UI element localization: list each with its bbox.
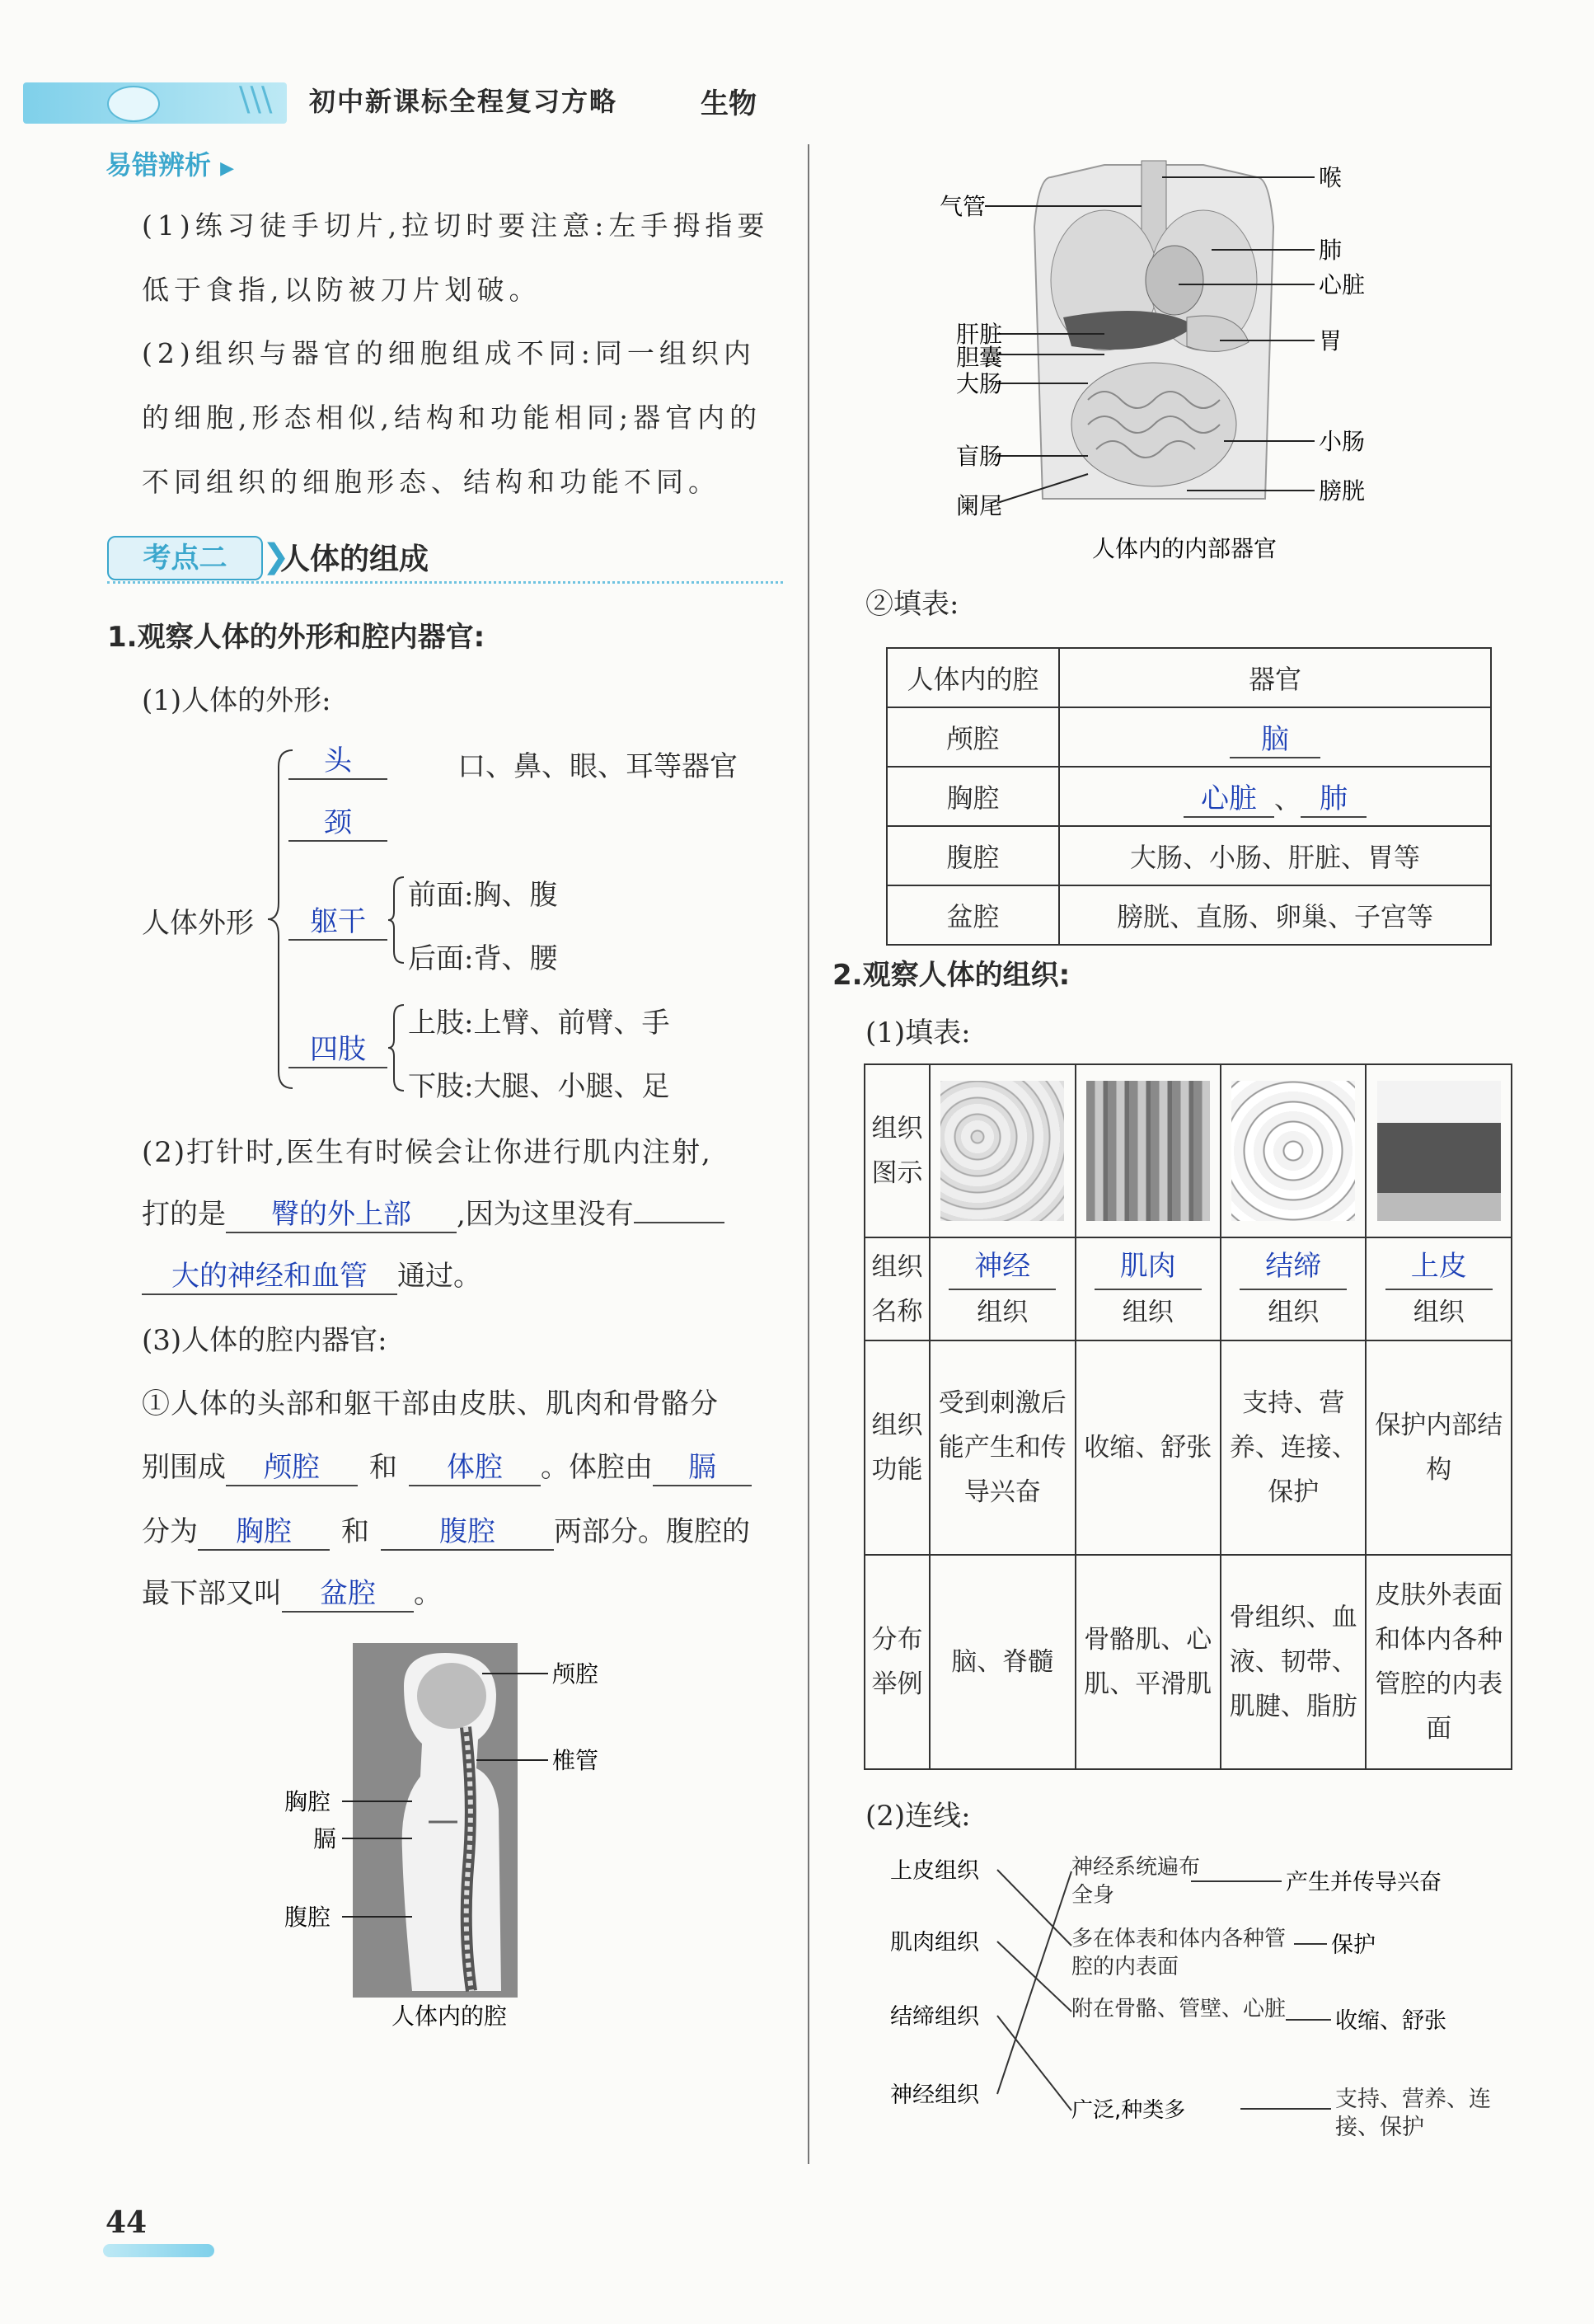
book-title: 初中新课标全程复习方略 — [309, 86, 618, 117]
section1-sub2-line2: 打的是 臀的外上部 ,因为这里没有 — [142, 1191, 724, 1233]
match-right-2: 收缩、舒张 — [1335, 2008, 1446, 2034]
tip-paragraph-2: (2)组织与器官的细胞组成不同:同一组织内 的细胞,形态相似,结构和功能相同;器官内的 不同组织的细胞形态、结构和功能不同。 — [142, 337, 762, 498]
fig1-label-cranial: 颅腔 — [552, 1660, 599, 1688]
fig2-right-5: 膀胱 — [1319, 477, 1366, 505]
tissue-dist-cell: 骨骼肌、心肌、平滑肌 — [1076, 1555, 1221, 1769]
connective-tissue-image — [1221, 1064, 1366, 1237]
trunk-back: 后面:背、腰 — [408, 942, 558, 975]
match-mid-2: 附在骨骼、管壁、心脏 — [1071, 1997, 1286, 2021]
page-number: 44 — [105, 2205, 148, 2240]
fill-table-label: ②填表: — [865, 588, 959, 621]
fig2-left-1: 肝脏 — [956, 321, 1003, 348]
fig2-left-5: 阑尾 — [956, 492, 1003, 519]
muscle-tissue-image — [1076, 1064, 1221, 1237]
fig2-left-4: 盲肠 — [956, 443, 1003, 470]
match-right-1: 保护 — [1331, 1932, 1376, 1958]
cavity-text-line2: 别围成 颅腔 和 体腔 。体腔由 膈 — [142, 1444, 752, 1486]
row-label-img: 组织图示 — [865, 1064, 930, 1237]
column-divider — [808, 144, 809, 2164]
part-trunk: 躯干 — [288, 899, 387, 941]
row-label-func: 组织功能 — [865, 1340, 930, 1555]
tip-label: 易错辨析 ▶ — [105, 149, 235, 181]
tissue-dist-cell: 皮肤外表面和体内各种管腔的内表面 — [1366, 1555, 1512, 1769]
match-mid-1: 多在体表和体内各种管腔的内表面 — [1071, 1927, 1287, 1979]
part-head-note: 口、鼻、眼、耳等器官 — [457, 750, 738, 783]
kaodian-title: 人体的组成 — [280, 542, 429, 576]
limbs-lower: 下肢:大腿、小腿、足 — [408, 1070, 670, 1103]
tissue-name-cell: 神经 组织 — [930, 1237, 1075, 1340]
match-mid-0: 神经系统遍布全身 — [1071, 1855, 1201, 1908]
internal-organs-figure — [940, 153, 1434, 581]
table-header-organ: 器官 — [1059, 648, 1491, 707]
part-limbs: 四肢 — [288, 1026, 387, 1068]
body-cavity-figure — [280, 1636, 651, 2040]
section2-sub2: (2)连线: — [865, 1800, 971, 1833]
part-head: 头 — [288, 738, 387, 780]
fig2-right-2: 心脏 — [1319, 271, 1366, 298]
fig1-label-chest: 胸腔 — [284, 1788, 331, 1815]
section2-sub1: (1)填表: — [865, 1016, 971, 1049]
table-header-cavity: 人体内的腔 — [887, 648, 1059, 707]
table-row: 盆腔 膀胱、直肠、卵巢、子宫等 — [887, 885, 1491, 945]
trunk-front: 前面:胸、腹 — [408, 879, 558, 912]
kaodian-divider — [107, 581, 783, 584]
limbs-upper: 上肢:上臂、前臂、手 — [408, 1007, 670, 1040]
row-label-name: 组织名称 — [865, 1237, 930, 1340]
part-neck: 颈 — [288, 800, 387, 842]
logo-icon — [107, 86, 160, 122]
fig2-right-1: 肺 — [1319, 237, 1343, 264]
tissue-dist-cell: 骨组织、血液、韧带、肌腱、脂肪 — [1221, 1555, 1366, 1769]
match-mid-3: 广泛,种类多 — [1071, 2098, 1186, 2123]
subject-title: 生物 — [701, 87, 757, 120]
body-shape-label: 人体外形 — [142, 907, 254, 940]
section1-heading: 1.观察人体的外形和腔内器官: — [107, 621, 485, 654]
fig1-label-abdomen: 腹腔 — [284, 1904, 331, 1931]
tissue-func-cell: 保护内部结构 — [1366, 1340, 1512, 1555]
tissue-table — [864, 1063, 1512, 1770]
section1-sub2-line3: 大的神经和血管 通过。 — [142, 1253, 481, 1295]
cavity-text-line1: ①人体的头部和躯干部由皮肤、肌肉和骨骼分 — [142, 1387, 719, 1420]
fig2-left-3: 大肠 — [956, 370, 1003, 397]
tip-paragraph-1: (1)练习徒手切片,拉切时要注意:左手拇指要 低于食指,以防被刀片划破。 — [142, 209, 770, 306]
fig1-label-diaphragm: 膈 — [313, 1825, 337, 1852]
cavity-text-line4: 最下部又叫 盆腔 。 — [142, 1570, 442, 1613]
match-left-1: 肌肉组织 — [890, 1930, 979, 1955]
tissue-dist-cell: 脑、脊髓 — [930, 1555, 1075, 1769]
match-left-3: 神经组织 — [890, 2082, 979, 2108]
match-right-3: 支持、营养、连接、保护 — [1335, 2087, 1491, 2140]
section1-sub1: (1)人体的外形: — [142, 684, 331, 717]
tissue-name-cell: 肌肉 组织 — [1076, 1237, 1221, 1340]
row-label-dist: 分布举例 — [865, 1555, 930, 1769]
table-row: 胸腔 心脏 、 肺 — [887, 767, 1491, 826]
fig2-caption: 人体内的内部器官 — [1092, 535, 1278, 562]
chevron-right-icon: ❯ — [262, 538, 290, 575]
cavity-organ-table — [886, 647, 1492, 946]
table-row: 颅腔 脑 — [887, 707, 1491, 767]
tissue-name-cell: 上皮 组织 — [1366, 1237, 1512, 1340]
cavity-text-line3: 分为 胸腔 和 腹腔 两部分。腹腔的 — [142, 1509, 750, 1551]
table-row: 腹腔 大肠、小肠、肝脏、胃等 — [887, 826, 1491, 885]
section2-heading: 2.观察人体的组织: — [832, 959, 1071, 992]
play-icon: ▶ — [220, 158, 235, 179]
kaodian-tag: 考点二 — [107, 536, 263, 580]
epithelial-tissue-image — [1366, 1064, 1512, 1237]
fig2-left-2: 胆囊 — [956, 344, 1003, 371]
tissue-name-cell: 结缔 组织 — [1221, 1237, 1366, 1340]
tissue-func-cell: 受到刺激后能产生和传导兴奋 — [930, 1340, 1075, 1555]
tissue-matching-diagram — [886, 1847, 1512, 2160]
fig1-label-spinal: 椎管 — [552, 1747, 599, 1774]
fig2-right-0: 喉 — [1319, 164, 1343, 191]
section1-sub2-line1: (2)打针时,医生有时候会让你进行肌内注射, — [142, 1136, 712, 1169]
fig2-left-0: 气管 — [940, 193, 987, 220]
slash-decoration-icon: \\\ — [239, 81, 273, 119]
match-left-0: 上皮组织 — [890, 1858, 979, 1884]
match-right-0: 产生并传导兴奋 — [1286, 1870, 1442, 1895]
trunk-brace — [386, 874, 407, 966]
fig2-right-3: 胃 — [1319, 327, 1343, 354]
footer-decoration-icon — [103, 2244, 214, 2257]
limbs-brace — [386, 1002, 407, 1094]
fig2-right-4: 小肠 — [1319, 428, 1366, 455]
section1-sub3: (3)人体的腔内器官: — [142, 1324, 387, 1357]
tissue-func-cell: 支持、营养、连接、保护 — [1221, 1340, 1366, 1555]
fig1-caption: 人体内的腔 — [391, 2002, 508, 2030]
tissue-func-cell: 收缩、舒张 — [1076, 1340, 1221, 1555]
match-left-2: 结缔组织 — [890, 2004, 979, 2030]
nerve-tissue-image — [930, 1064, 1075, 1237]
